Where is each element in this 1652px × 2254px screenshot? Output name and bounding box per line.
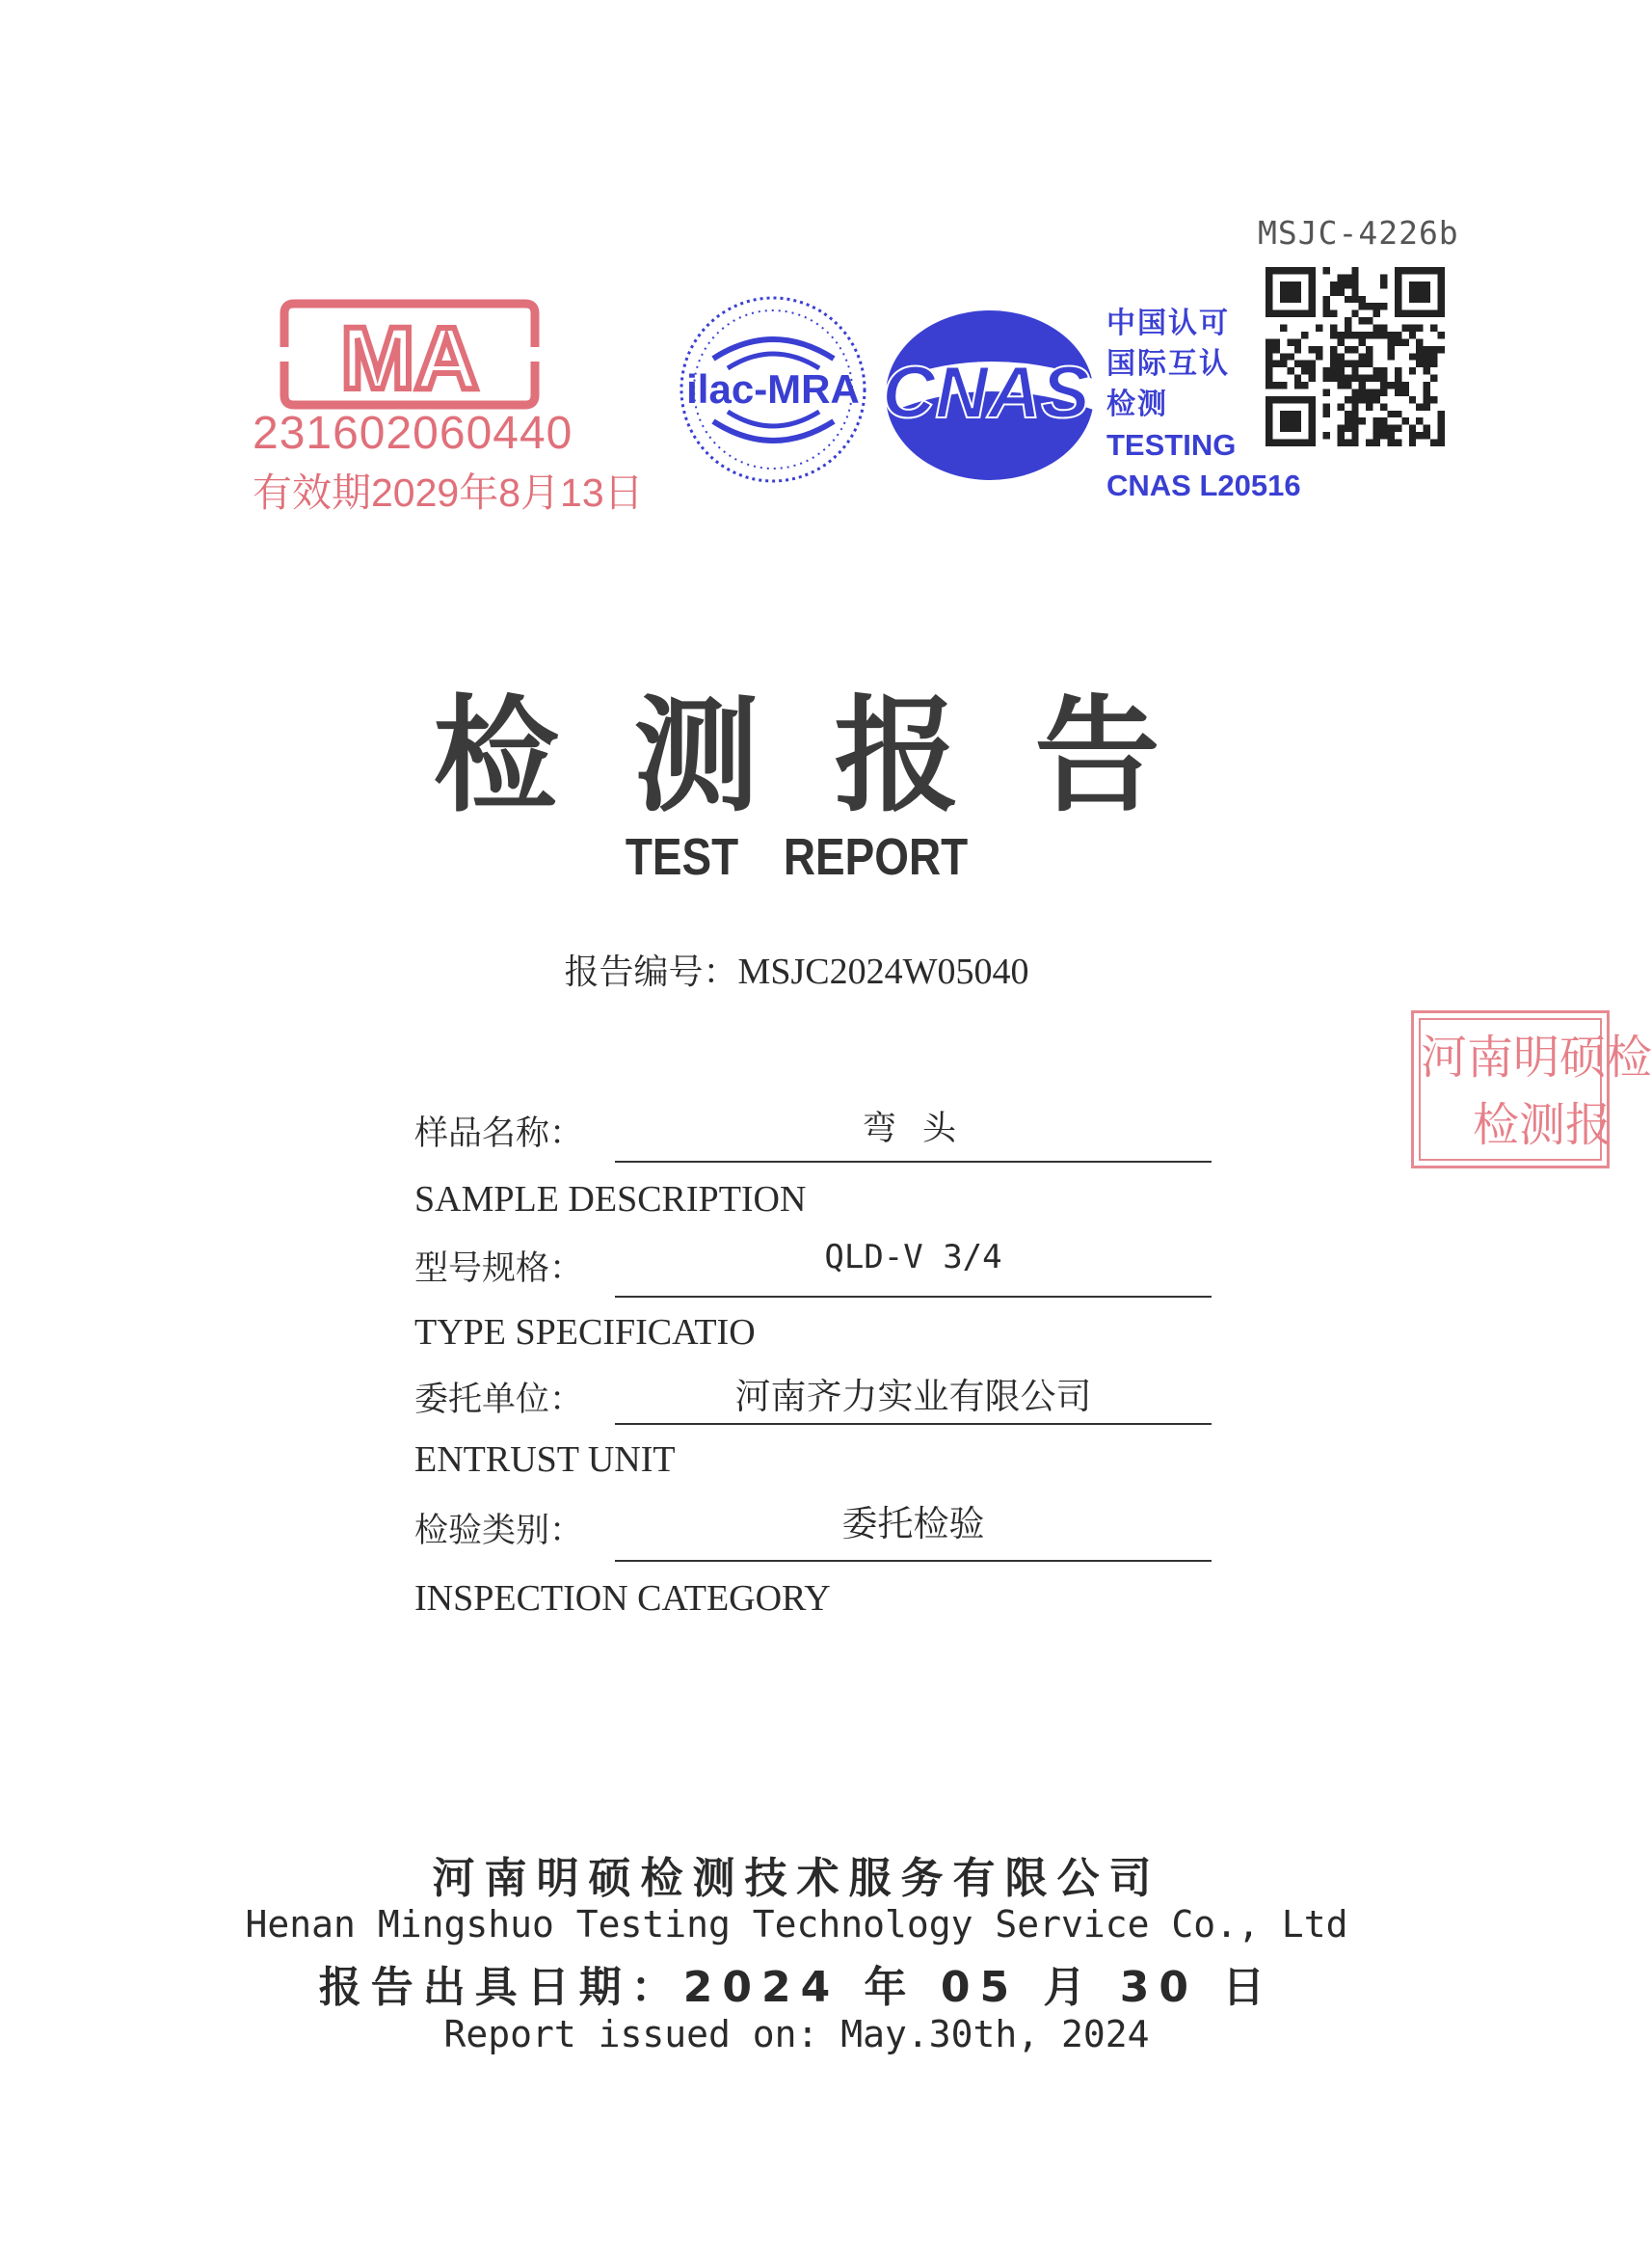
- field-label-cn-sample: 样品名称：: [414, 1114, 584, 1153]
- field-label-en-entrust: ENTRUST UNIT: [414, 1439, 676, 1480]
- field-value-type: QLD-V 3/4: [824, 1238, 1002, 1276]
- field-value-sample: 弯 头: [862, 1110, 965, 1148]
- cma-number: 231602060440: [253, 408, 573, 459]
- cnas-line-5: CNAS L20516: [1106, 469, 1301, 502]
- company-stamp-line-1: 河南明硕检: [1421, 1031, 1652, 1085]
- cnas-line-2: 国际互认: [1106, 347, 1230, 381]
- issue-date-en: Report issued on: May.30th, 2024: [443, 2013, 1150, 2055]
- ilac-text: ilac-MRA: [686, 366, 860, 412]
- field-value-entrust: 河南齐力实业有限公司: [734, 1376, 1092, 1417]
- cnas-logo: [872, 304, 1104, 487]
- report-number: [0, 945, 1593, 994]
- field-label-en-sample: SAMPLE DESCRIPTION: [414, 1179, 807, 1220]
- report-number-value: MSJC2024W05040: [737, 952, 1029, 992]
- cma-validity: 有效期2029年8月13日: [253, 470, 644, 515]
- cnas-line-3: 检测: [1106, 388, 1168, 421]
- cnas-line-4: TESTING: [1106, 428, 1237, 462]
- cnas-line-1: 中国认可: [1106, 307, 1230, 340]
- title-cn: 检测报告: [433, 682, 1236, 829]
- field-label-cn-category: 检验类别：: [414, 1512, 584, 1550]
- document-code: MSJC-4226b: [1258, 214, 1459, 252]
- field-label-en-category: INSPECTION CATEGORY: [414, 1578, 831, 1619]
- cma-logo-text: MA: [340, 309, 479, 408]
- field-underline: [615, 1296, 1212, 1298]
- field-label-cn-type: 型号规格：: [414, 1249, 584, 1288]
- company-name-cn: 河南明硕检测技术服务有限公司: [432, 1854, 1161, 1903]
- cnas-text: CNAS: [882, 352, 1090, 434]
- field-underline: [615, 1423, 1212, 1425]
- company-name-en: Henan Mingshuo Testing Technology Service Co., Ltd: [245, 1903, 1348, 1945]
- field-value-category: 委托检验: [841, 1503, 985, 1544]
- qr-code: [1266, 267, 1445, 446]
- company-stamp-line-2: 检测报: [1473, 1098, 1612, 1152]
- field-label-cn-entrust: 委托单位：: [414, 1381, 584, 1419]
- ilac-mra-logo: [675, 291, 872, 489]
- title-en: TEST REPORT: [625, 828, 969, 886]
- field-underline: [615, 1560, 1212, 1562]
- report-number-label: 报告编号：: [564, 953, 738, 992]
- field-label-en-type: TYPE SPECIFICATIO: [414, 1312, 756, 1353]
- field-underline: [615, 1161, 1212, 1163]
- issue-date-cn: 报告出具日期：2024 年 05 月 30 日: [318, 1963, 1275, 2012]
